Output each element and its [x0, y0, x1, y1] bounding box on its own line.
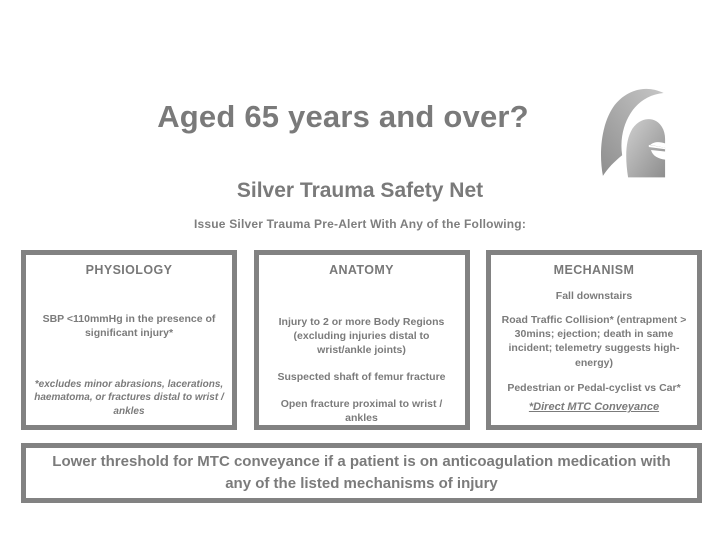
mechanism-item: Road Traffic Collision* (entrapment > 30mins; ejection; death in same incident; telemetry suggests high-energy) — [501, 314, 687, 369]
banner-text-line: any of the listed mechanisms of injury — [225, 475, 498, 492]
mechanism-footnote: *Direct MTC Conveyance — [528, 401, 660, 414]
mechanism-box — [486, 250, 702, 430]
anatomy-box — [254, 250, 470, 430]
physiology-item: SBP <110mmHg in the presence of significant injury* — [42, 312, 216, 340]
criteria-boxes-row — [21, 250, 702, 430]
physiology-footnote: *excludes minor abrasions, lacerations, haematoma, or fractures distal to wrist / ankles — [34, 378, 224, 417]
anatomy-item: Suspected shaft of femur fracture — [277, 371, 446, 384]
banner-text-line: Lower threshold for MTC conveyance if a patient is on anticoagulation medication with — [52, 453, 671, 471]
instruction-text: Issue Silver Trauma Pre-Alert With Any of the Following: — [193, 217, 527, 231]
page-title: Aged 65 years and over? — [157, 99, 529, 134]
spartan-helmet-icon — [597, 87, 671, 179]
mechanism-item: Fall downstairs — [555, 289, 633, 302]
mtc-banner — [21, 443, 702, 503]
mechanism-item: Pedestrian or Pedal-cyclist vs Car* — [507, 381, 681, 394]
anatomy-item: Injury to 2 or more Body Regions (excluding injuries distal to wrist/ankle joints) — [278, 315, 445, 357]
mechanism-header: MECHANISM — [553, 263, 635, 277]
physiology-header: PHYSIOLOGY — [85, 263, 173, 277]
anatomy-header: ANATOMY — [329, 263, 394, 277]
physiology-box — [21, 250, 237, 430]
anatomy-item: Open fracture proximal to wrist / ankles — [280, 397, 443, 424]
section-heading: Silver Trauma Safety Net — [236, 179, 484, 202]
